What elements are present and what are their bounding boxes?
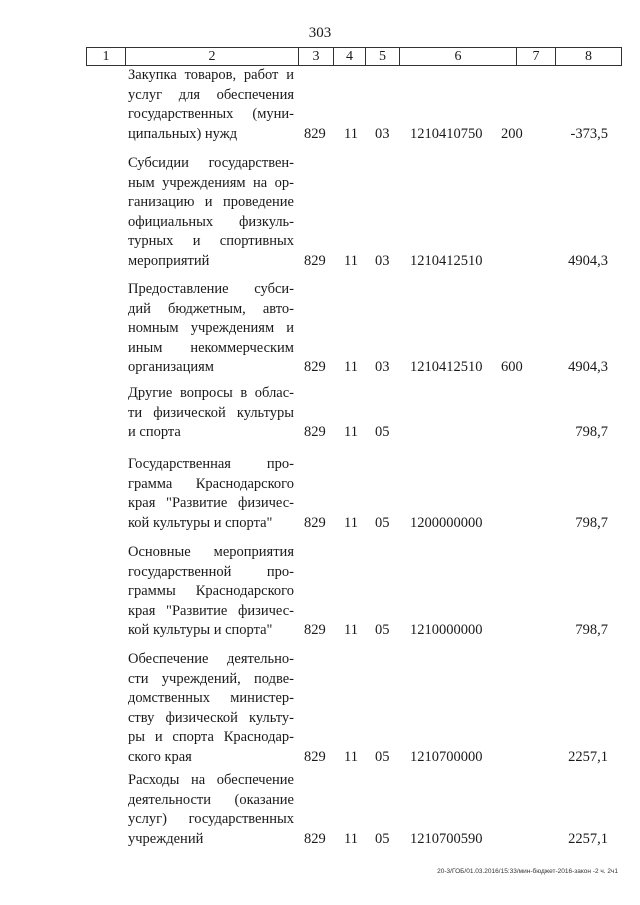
description-line: Расходы на обеспечение: [128, 772, 294, 788]
amount: 2257,1: [568, 830, 608, 847]
description-line: дий бюджетным, авто-: [128, 300, 294, 317]
amount: 798,7: [575, 514, 608, 531]
amount: 4904,3: [568, 253, 608, 269]
description-line: учреждений: [128, 830, 204, 847]
column-number-1: 1: [87, 48, 126, 66]
row-description: [128, 66, 294, 144]
amount: 798,7: [575, 622, 608, 639]
ministry-code: 829: [304, 514, 326, 531]
description-line: ству физической культу-: [128, 709, 294, 726]
subsection-code: 03: [375, 253, 390, 269]
description-line: номным учреждениям и: [128, 320, 294, 337]
target-article-code: 1210700000: [410, 749, 483, 765]
ministry-code: 829: [304, 359, 326, 376]
description-line: Закупка товаров, работ и: [128, 67, 294, 83]
expense-type-code: 200: [501, 125, 523, 142]
description-line: ганизацию и проведение: [128, 194, 294, 211]
row-description: [128, 384, 294, 443]
ministry-code: 829: [304, 424, 326, 441]
description-line: деятельности (оказание: [128, 791, 294, 808]
target-article-code: 1210412510: [410, 359, 483, 376]
description-line: края "Развитие физичес-: [128, 602, 294, 619]
section-code: 11: [344, 622, 358, 639]
subsection-code: 05: [375, 622, 390, 639]
subsection-code: 03: [375, 359, 390, 376]
subsection-code: 03: [375, 125, 390, 142]
row-description: [128, 650, 294, 768]
description-line: и спорта: [128, 424, 181, 441]
row-description: [128, 771, 294, 849]
section-code: 11: [344, 424, 358, 441]
subsection-code: 05: [375, 830, 390, 847]
ministry-code: 829: [304, 622, 326, 639]
target-article-code: 1210700590: [410, 830, 483, 847]
amount: 798,7: [575, 424, 608, 441]
description-line: турных и спортивных: [128, 233, 294, 250]
description-line: услуг для обеспечения: [128, 86, 294, 103]
description-line: ского края: [128, 748, 192, 765]
target-article-code: 1210000000: [410, 622, 483, 639]
section-code: 11: [344, 749, 358, 765]
ministry-code: 829: [304, 125, 326, 142]
description-line: кой культуры и спорта": [128, 514, 273, 531]
row-description: [128, 455, 294, 533]
row-description: [128, 543, 294, 641]
column-number-header: [86, 47, 622, 66]
document-footer: 20-3/ГОБ/01.03.2016/15:33/мин-бюджет-2016-закон -2 ч. 2ч1: [437, 868, 618, 875]
column-number-6: 6: [400, 48, 517, 66]
description-line: кой культуры и спорта": [128, 622, 273, 639]
description-line: иным некоммерческим: [128, 339, 294, 356]
target-article-code: 1210410750: [410, 125, 483, 142]
section-code: 11: [344, 253, 358, 269]
description-line: граммы Краснодарского: [128, 583, 294, 600]
description-line: государственных (муни-: [128, 106, 294, 123]
subsection-code: 05: [375, 424, 390, 441]
column-number-8: 8: [556, 48, 622, 66]
column-number-2: 2: [126, 48, 299, 66]
description-line: официальных физкуль-: [128, 213, 294, 230]
description-line: Другие вопросы в облас-: [128, 385, 294, 401]
description-line: ципальных) нужд: [128, 125, 238, 142]
column-number-4: 4: [334, 48, 366, 66]
section-code: 11: [344, 514, 358, 531]
description-line: края "Развитие физичес-: [128, 495, 294, 512]
column-number-5: 5: [366, 48, 400, 66]
description-line: организациям: [128, 359, 214, 376]
column-number-7: 7: [517, 48, 556, 66]
section-code: 11: [344, 125, 358, 142]
description-line: услуг) государственных: [128, 811, 294, 828]
description-line: Обеспечение деятельно-: [128, 651, 294, 667]
amount: 2257,1: [568, 749, 608, 765]
description-line: государственной про-: [128, 563, 294, 580]
page-number: 303: [308, 25, 332, 41]
ministry-code: 829: [304, 253, 326, 269]
description-line: Основные мероприятия: [128, 544, 294, 560]
column-number-row: [87, 48, 622, 66]
section-code: 11: [344, 830, 358, 847]
subsection-code: 05: [375, 514, 390, 531]
section-code: 11: [344, 359, 358, 376]
description-line: мероприятий: [128, 252, 210, 269]
description-line: домственных министер-: [128, 690, 294, 707]
target-article-code: 1210412510: [410, 253, 483, 269]
description-line: Государственная про-: [128, 456, 294, 472]
amount: 4904,3: [568, 359, 608, 376]
target-article-code: 1200000000: [410, 514, 483, 531]
description-line: сти учреждений, подве-: [128, 670, 294, 687]
description-line: ры и спорта Краснодар-: [128, 729, 294, 746]
description-line: Субсидии государствен-: [128, 155, 294, 171]
row-description: [128, 280, 294, 378]
ministry-code: 829: [304, 830, 326, 847]
expense-type-code: 600: [501, 359, 523, 376]
row-description: [128, 154, 294, 272]
amount: -373,5: [570, 125, 608, 142]
description-line: грамма Краснодарского: [128, 475, 294, 492]
ministry-code: 829: [304, 749, 326, 765]
description-line: Предоставление субси-: [128, 281, 294, 297]
description-line: ным учреждениям на ор-: [128, 174, 294, 191]
description-line: ти физической культуры: [128, 404, 294, 421]
column-number-3: 3: [299, 48, 334, 66]
subsection-code: 05: [375, 749, 390, 765]
